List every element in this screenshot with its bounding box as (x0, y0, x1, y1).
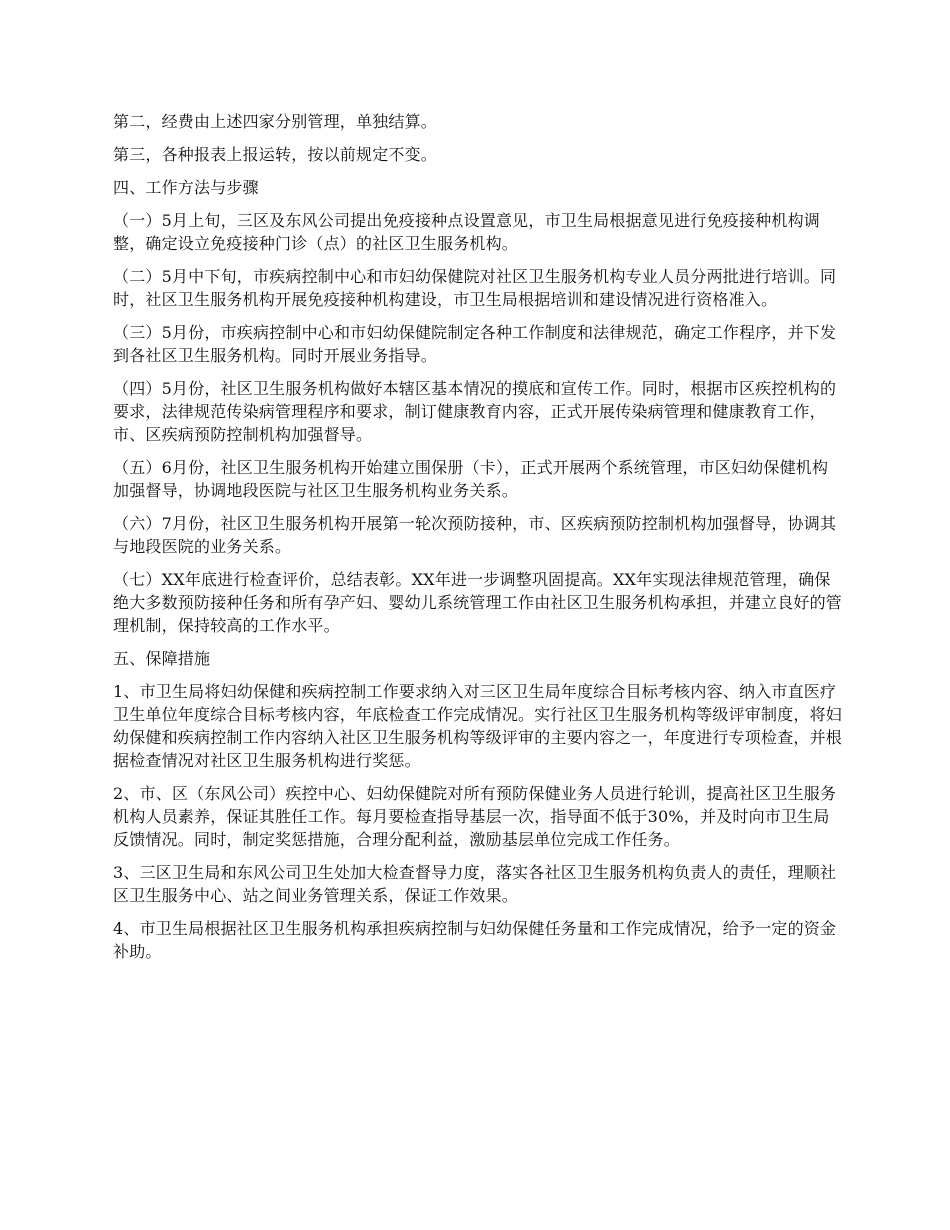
paragraph-measure-2: 2、市、区（东风公司）疾控中心、妇幼保健院对所有预防保健业务人员进行轮训，提高社区卫生服务机构人员素养，保证其胜任工作。每月要检查指导基层一次，指导面不低于30%，并及时向市卫生局反馈情况。同时，制定奖惩措施，合理分配利益，激励基层单位完成工作任务。 (113, 784, 837, 849)
paragraph-measure-3: 3、三区卫生局和东风公司卫生处加大检查督导力度，落实各社区卫生服务机构负责人的责任，理顺社区卫生服务中心、站之间业务管理关系，保证工作效果。 (113, 863, 837, 905)
document-body (113, 110, 843, 973)
paragraph-measure-1: 1、市卫生局将妇幼保健和疾病控制工作要求纳入对三区卫生局年度综合目标考核内容、纳入市直医疗卫生单位年度综合目标考核内容，年底检查工作完成情况。实行社区卫生服务机构等级评审制度，将妇幼保健和疾病控制工作内容纳入社区卫生服务机构等级评审的主要内容之一，年度进行专项检查，并根据检查情况对社区卫生服务机构进行奖惩。 (113, 682, 843, 770)
section-heading-safeguards: 五、保障措施 (113, 649, 211, 668)
paragraph-step-7: （七）XX年底进行检查评价，总结表彰。XX年进一步调整巩固提高。XX年实现法律规范管理，确保绝大多数预防接种任务和所有孕产妇、婴幼儿系统管理工作由社区卫生服务机构承担，并建立良好的管理机制，保持较高的工作水平。 (113, 570, 843, 635)
paragraph-reports: 第三，各种报表上报运转，按以前规定不变。 (113, 145, 438, 164)
paragraph-step-5: （五）6月份，社区卫生服务机构开始建立围保册（卡），正式开展两个系统管理，市区妇幼保健机构加强督导，协调地段医院与社区卫生服务机构业务关系。 (113, 458, 829, 500)
paragraph-step-3: （三）5月份，市疾病控制中心和市妇幼保健院制定各种工作制度和法律规范，确定工作程序，并下发到各社区卫生服务机构。同时开展业务指导。 (113, 323, 837, 365)
paragraph-step-6: （六）7月份，社区卫生服务机构开展第一轮次预防接种，市、区疾病预防控制机构加强督导，协调其与地段医院的业务关系。 (113, 514, 837, 556)
paragraph-measure-4: 4、市卫生局根据社区卫生服务机构承担疾病控制与妇幼保健任务量和工作完成情况，给予一定的资金补助。 (113, 919, 837, 961)
paragraph-step-2: （二）5月中下旬，市疾病控制中心和市妇幼保健院对社区卫生服务机构专业人员分两批进行培训。同时，社区卫生服务机构开展免疫接种机构建设，市卫生局根据培训和建设情况进行资格准入。 (113, 267, 837, 309)
paragraph-step-4: （四）5月份，社区卫生服务机构做好本辖区基本情况的摸底和宣传工作。同时，根据市区疾控机构的要求，法律规范传染病管理程序和要求，制订健康教育内容，正式开展传染病管理和健康教育工作，市、区疾病预防控制机构加强督导。 (113, 379, 837, 444)
paragraph-step-1: （一）5月上旬，三区及东风公司提出免疫接种点设置意见，市卫生局根据意见进行免疫接种机构调整，确定设立免疫接种门诊（点）的社区卫生服务机构。 (113, 211, 820, 253)
section-heading-methods: 四、工作方法与步骤 (113, 178, 259, 197)
paragraph-funding: 第二，经费由上述四家分别管理，单独结算。 (113, 112, 438, 131)
